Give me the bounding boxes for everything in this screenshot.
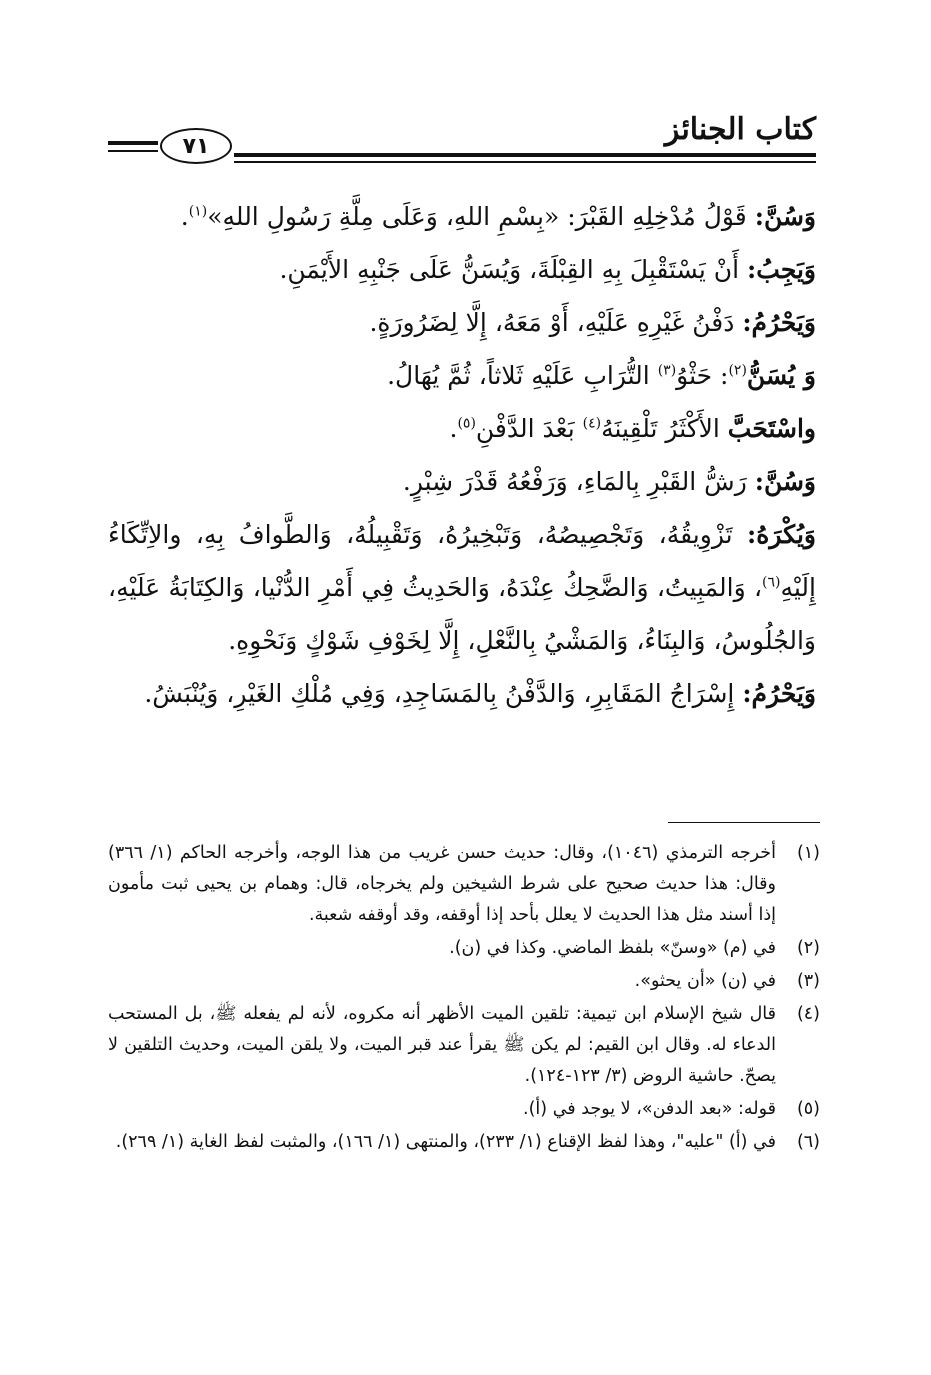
paragraph-7	[108, 508, 816, 667]
paragraph-text-end: .	[449, 414, 458, 443]
footnote-ref[interactable]: (١)	[188, 203, 208, 220]
paragraph-text: دَفْنُ غَيْرِهِ عَلَيْهِ، أَوْ مَعَهُ، إِلَّا لِضَرُورَةٍ.	[369, 308, 743, 337]
header-rule-main-thin	[234, 161, 816, 163]
footnote-number: (١)	[796, 843, 820, 863]
paragraph-5	[108, 402, 816, 455]
paragraph-2	[108, 243, 816, 296]
footnote-ref[interactable]: (٥)	[457, 415, 476, 432]
paragraph-text: الأَكْثَرُ تَلْقِينَهُ	[601, 414, 728, 443]
paragraph-keyword: وَسُنَّ:	[754, 467, 816, 496]
footnote-ref[interactable]: (٢)	[728, 362, 747, 379]
footnote-item	[108, 966, 820, 997]
paragraph-text-end: .	[180, 202, 189, 231]
footnote-text: قوله: «بعد الدفن»، لا يوجد في (أ).	[523, 1099, 776, 1119]
footnote-item	[108, 838, 820, 931]
footnote-separator	[668, 822, 820, 823]
footnote-ref[interactable]: (٤)	[582, 415, 602, 432]
paragraph-keyword: وَيُكْرَهُ:	[747, 520, 816, 549]
footnote-number: (٢)	[796, 938, 820, 958]
paragraph-text: رَشُّ القَبْرِ بِالمَاءِ، وَرَفْعُهُ قَدْرَ شِبْرٍ.	[402, 467, 755, 496]
paragraph-keyword: وَيَجِبُ:	[747, 255, 816, 284]
footnote-text: في (ن) «أن يحثو».	[634, 971, 776, 991]
paragraph-text-mid: ، وَالمَبِيتُ، وَالضَّحِكُ عِنْدَهُ، وَالحَدِيثُ فِي أَمْرِ الدُّنْيا، وَالكِتَابَةُ عَلَيْهِ، وَالجُلُوسُ، وَالبِنَاءُ، وَالمَشْيُ بِالنَّعْلِ، إِلَّا لِخَوْفِ شَوْكٍ وَنَحْوِهِ.	[108, 573, 816, 655]
footnote-item	[108, 933, 820, 964]
main-text	[108, 190, 816, 720]
book-title: كتاب الجنائز	[664, 112, 816, 147]
footnotes	[108, 838, 820, 1160]
footnote-item	[108, 1094, 820, 1125]
paragraph-keyword: وَ يُسَنُّ	[746, 361, 816, 390]
paragraph-keyword: وَيَحْرُمُ:	[742, 679, 816, 708]
footnote-ref[interactable]: (٣)	[657, 362, 677, 379]
paragraph-text: أَنْ يَسْتَقْبِلَ بِهِ القِبْلَةَ، وَيُسَنُّ عَلَى جَنْبِهِ الأَيْمَنِ.	[279, 255, 748, 284]
footnote-number: (٥)	[796, 1099, 820, 1119]
paragraph-keyword: واسْتَحَبَّ	[727, 414, 816, 443]
footnote-ref[interactable]: (٦)	[762, 574, 781, 591]
paragraph-text: قَوْلُ مُدْخِلِهِ القَبْرَ: «بِسْمِ اللهِ، وَعَلَى مِلَّةِ رَسُولِ اللهِ»	[207, 202, 755, 231]
footnote-text: قال شيخ الإسلام ابن تيمية: تلقين الميت الأظهر أنه مكروه، لأنه لم يفعله ﷺ، بل المستحب الدعاء له. وقال ابن القيم: لم يكن ﷺ يقرأ عند قبر الميت، ولا يلقن الميت، وحديث التلقين لا يصحّ. حاشية الروض (٣/ ١٢٣-١٢٤).	[108, 1004, 776, 1086]
paragraph-text-mid: : حَثْوُ	[676, 361, 729, 390]
page-number: ٧١	[160, 128, 232, 164]
paragraph-3	[108, 296, 816, 349]
header-rule-main	[234, 153, 816, 157]
paragraph-8	[108, 667, 816, 720]
page-header	[108, 110, 816, 170]
paragraph-text: تَزْوِيقُهُ، وَتَجْصِيصُهُ، وَتَبْخِيرُهُ، وَتَقْبِيلُهُ، وَالطَّوافُ بِهِ، والاِتِّكَاءُ إِلَيْهِ	[108, 520, 816, 602]
paragraph-1	[108, 190, 816, 243]
header-rule-left	[108, 141, 158, 145]
paragraph-text: التُّرَابِ عَلَيْهِ ثَلاثاً، ثُمَّ يُهَالُ.	[387, 361, 658, 390]
footnote-text: أخرجه الترمذي (١٠٤٦)، وقال: حديث حسن غريب من هذا الوجه، وأخرجه الحاكم (١/ ٣٦٦) وقال: هذا حديث صحيح على شرط الشيخين ولم يخرجاه، قال: وهمام بن يحيى ثبت مأمون إذا أسند مثل هذا الحديث لا يعلل بأحد إذا أوقفه، وقد أوقفه شعبة.	[108, 843, 776, 925]
footnote-text: في (أ) "عليه"، وهذا لفظ الإقناع (١/ ٢٣٣)، والمنتهى (١/ ١٦٦)، والمثبت لفظ الغاية (١/ ٢٦٩).	[115, 1132, 776, 1152]
paragraph-keyword: وَيَحْرُمُ:	[742, 308, 816, 337]
paragraph-text: إِسْرَاجُ المَقَابِرِ، وَالدَّفْنُ بِالمَسَاجِدِ، وَفِي مُلْكِ الغَيْرِ، وَيُنْبَشُ.	[144, 679, 743, 708]
paragraph-keyword: وَسُنَّ:	[754, 202, 816, 231]
paragraph-text-mid: بَعْدَ الدَّفْنِ	[475, 414, 583, 443]
paragraph-6	[108, 455, 816, 508]
paragraph-4	[108, 349, 816, 402]
footnote-number: (٤)	[796, 1004, 820, 1024]
header-rule-left-thin	[108, 150, 158, 152]
footnote-item	[108, 999, 820, 1092]
footnote-number: (٦)	[796, 1132, 820, 1152]
footnote-number: (٣)	[796, 971, 820, 991]
footnote-item	[108, 1127, 820, 1158]
footnote-text: في (م) «وسنّ» بلفظ الماضي. وكذا في (ن).	[449, 938, 776, 958]
